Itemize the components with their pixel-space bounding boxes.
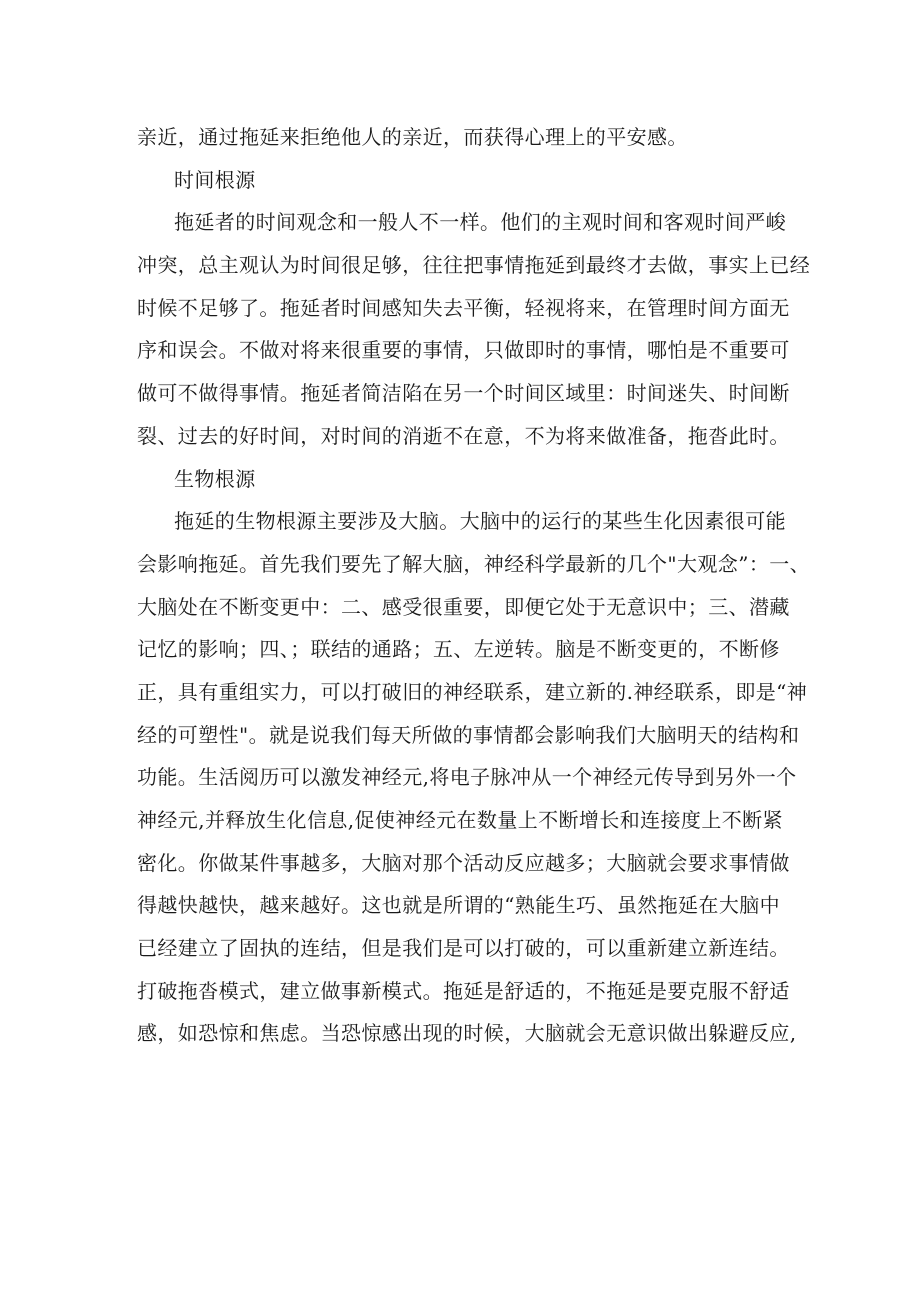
text-line: 序和误会。不做对将来很重要的事情，只做即时的事情，哪怕是不重要可	[137, 338, 790, 363]
section-heading-time-origin: 时间根源	[174, 167, 256, 192]
text-line: 正，具有重组实力，可以打破旧的神经联系，建立新的.神经联系，即是“神	[137, 679, 808, 704]
text-line: 亲近，通过拖延来拒绝他人的亲近，而获得心理上的平安感。	[137, 125, 688, 149]
text-line: 做可不做得事情。拖延者简洁陷在另一个时间区域里：时间迷失、时间断	[137, 381, 790, 406]
document-body	[137, 116, 811, 1055]
text-line: 得越快越快，越来越好。这也就是所谓的“熟能生巧、虽然拖延在大脑中	[137, 893, 781, 918]
text-line: 密化。你做某件事越多，大脑对那个活动反应越多；大脑就会要求事情做	[137, 850, 790, 875]
text-line: 大脑处在不断变更中：二、感受很重要，即便它处于无意识中；三、潜藏	[137, 594, 790, 619]
text-line: 经的可塑性"。就是说我们每天所做的事情都会影响我们大脑明天的结构和	[137, 722, 800, 747]
text-line: 感，如恐惊和焦虑。当恐惊感出现的时候，大脑就会无意识做出躲避反应,	[137, 1021, 797, 1046]
text-line: 冲突，总主观认为时间很足够，往往把事情拖延到最终才去做，事实上已经	[137, 253, 811, 278]
paragraph-start: 拖延的生物根源主要涉及大脑。大脑中的运行的某些生化因素很可能	[174, 509, 786, 534]
text-line: 裂、过去的好时间，对时间的消逝不在意，不为将来做准备，拖沓此时。	[137, 423, 790, 448]
text-line: 功能。生活阅历可以激发神经元,将电子脉冲从一个神经元传导到另外一个	[137, 765, 797, 790]
text-line: 时候不足够了。拖延者时间感知失去平衡，轻视将来，在管理时间方面无	[137, 295, 790, 320]
text-line: 会影响拖延。首先我们要先了解大脑，神经科学最新的几个"大观念”：一、	[137, 551, 811, 576]
text-line: 记忆的影响；四、；联结的通路；五、左逆转。脑是不断变更的，不断修	[137, 637, 780, 662]
paragraph-start: 拖延者的时间观念和一般人不一样。他们的主观时间和客观时间严峻	[174, 210, 786, 235]
text-line: 打破拖沓模式，建立做事新模式。拖延是舒适的，不拖延是要克服不舒适	[137, 978, 790, 1003]
section-heading-biological-origin: 生物根源	[174, 466, 256, 491]
text-line: 已经建立了固执的连结，但是我们是可以打破的，可以重新建立新连结。	[137, 936, 790, 961]
text-line: 神经元,并释放生化信息,促使神经元在数量上不断增长和连接度上不断紧	[137, 808, 783, 832]
